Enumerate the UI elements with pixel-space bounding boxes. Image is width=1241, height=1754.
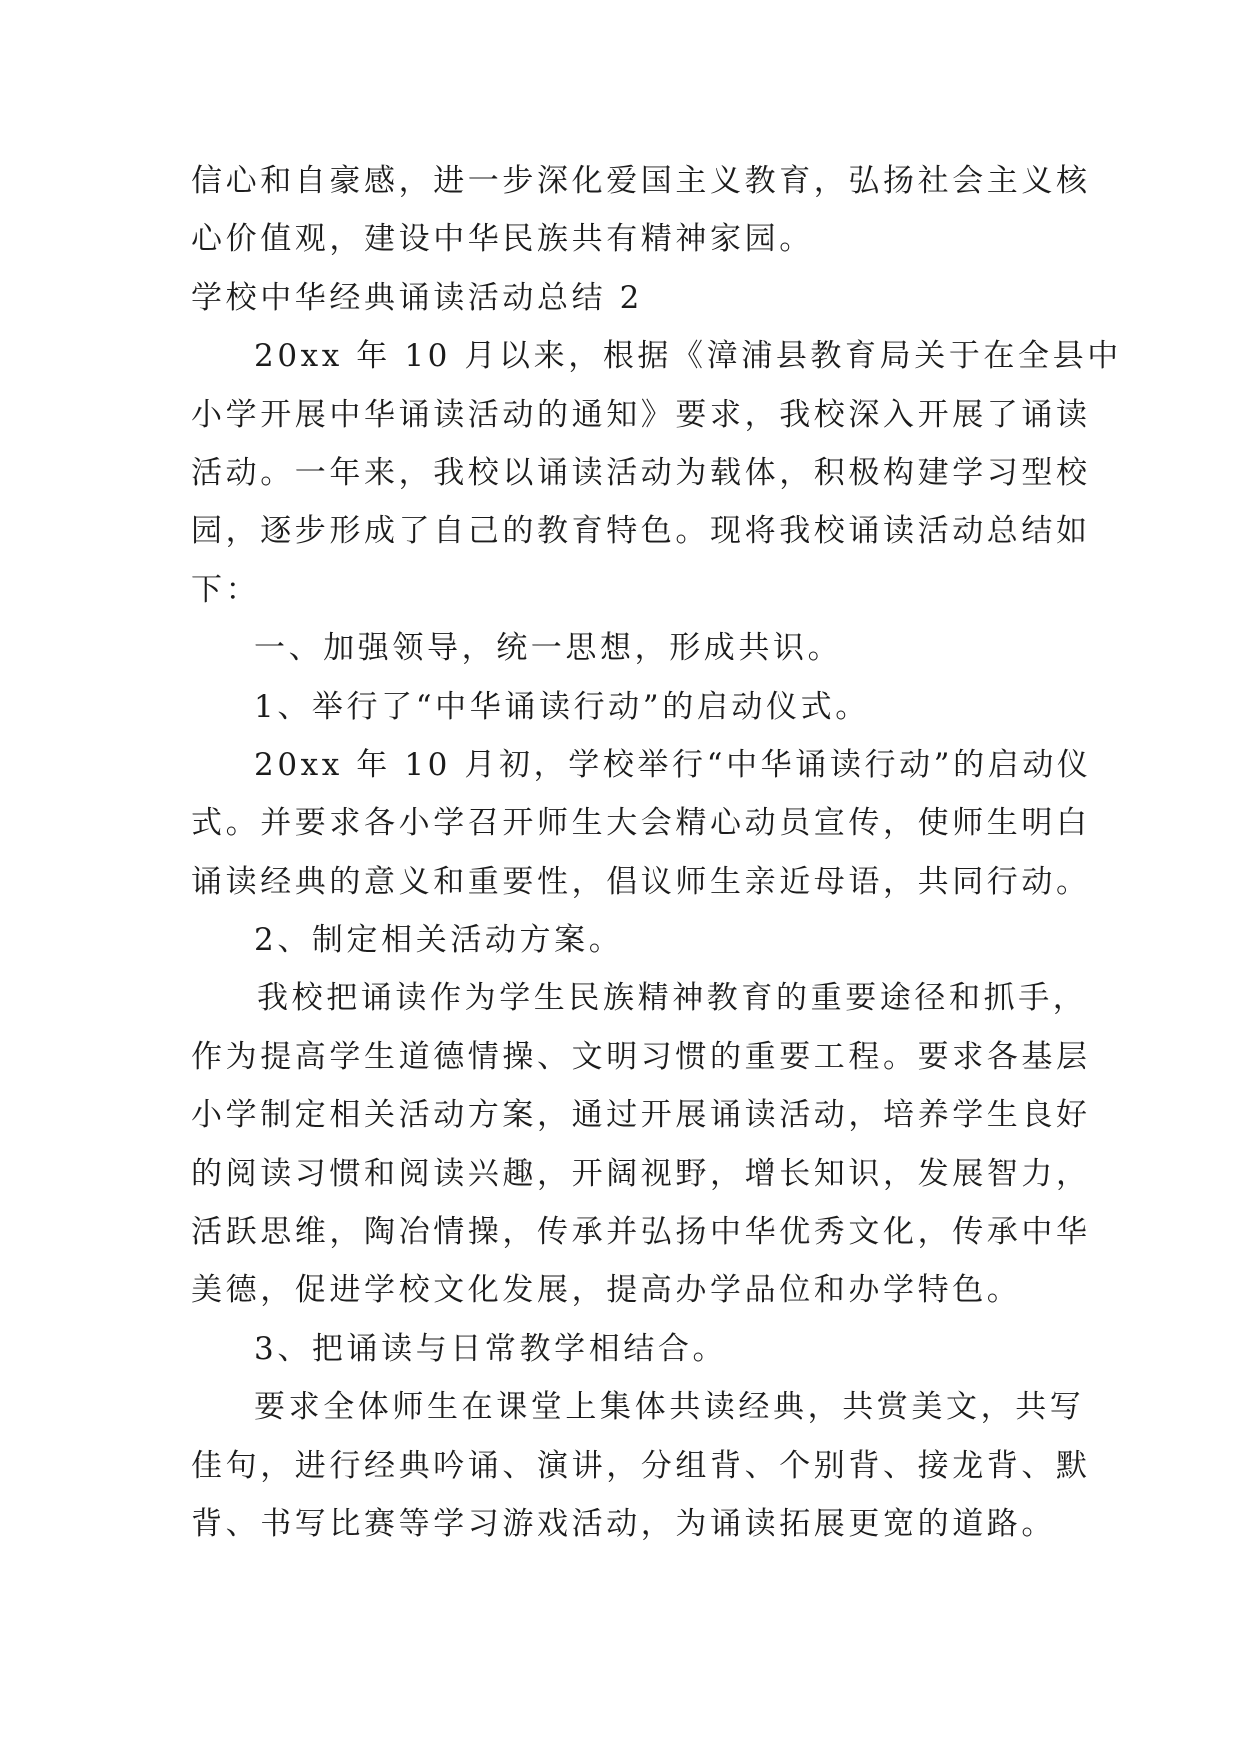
text-line: 下： xyxy=(191,571,261,608)
text-line: 20xx 年 10 月初，学校举行“中华诵读行动”的启动仪 xyxy=(254,746,1092,783)
text-line: 小学制定相关活动方案，通过开展诵读活动，培养学生良好 xyxy=(191,1097,1091,1134)
text-line: 作为提高学生道德情操、文明习惯的重要工程。要求各基层 xyxy=(191,1038,1091,1075)
document-body xyxy=(191,162,1122,1563)
text-line: 信心和自豪感，进一步深化爱国主义教育，弘扬社会主义核 xyxy=(191,163,1091,199)
text-line: 活跃思维，陶冶情操，传承并弘扬中华优秀文化，传承中华 xyxy=(191,1214,1091,1251)
text-line: 要求全体师生在课堂上集体共读经典，共赏美文，共写 xyxy=(254,1389,1085,1426)
subheading: 2、制定相关活动方案。 xyxy=(254,922,624,959)
text-line: 小学开展中华诵读活动的通知》要求，我校深入开展了诵读 xyxy=(191,396,1091,433)
text-line: 诵读经典的意义和重要性，倡议师生亲近母语，共同行动。 xyxy=(191,863,1091,900)
text-line: 美德，促进学校文化发展，提高办学品位和办学特色。 xyxy=(191,1272,1022,1309)
text-line: 园，逐步形成了自己的教育特色。现将我校诵读活动总结如 xyxy=(191,513,1091,550)
text-line: 佳句，进行经典吟诵、演讲，分组背、个别背、接龙背、默 xyxy=(191,1447,1091,1484)
text-line: 背、书写比赛等学习游戏活动，为诵读拓展更宽的道路。 xyxy=(191,1505,1056,1542)
subheading: 1、举行了“中华诵读行动”的启动仪式。 xyxy=(254,688,870,725)
text-line: 心价值观，建设中华民族共有精神家园。 xyxy=(191,221,814,258)
section-heading: 学校中华经典诵读活动总结 2 xyxy=(191,279,643,316)
text-line: 20xx 年 10 月以来，根据《漳浦县教育局关于在全县中 xyxy=(254,338,1122,375)
text-line: 式。并要求各小学召开师生大会精心动员宣传，使师生明白 xyxy=(191,805,1091,842)
subheading: 一、加强领导，统一思想，形成共识。 xyxy=(254,630,843,667)
text-line: 我校把诵读作为学生民族精神教育的重要途径和抓手， xyxy=(257,980,1088,1017)
text-line: 活动。一年来，我校以诵读活动为载体，积极构建学习型校 xyxy=(191,454,1091,491)
subheading: 3、把诵读与日常教学相结合。 xyxy=(254,1330,728,1367)
text-line: 的阅读习惯和阅读兴趣，开阔视野，增长知识，发展智力， xyxy=(191,1155,1091,1192)
